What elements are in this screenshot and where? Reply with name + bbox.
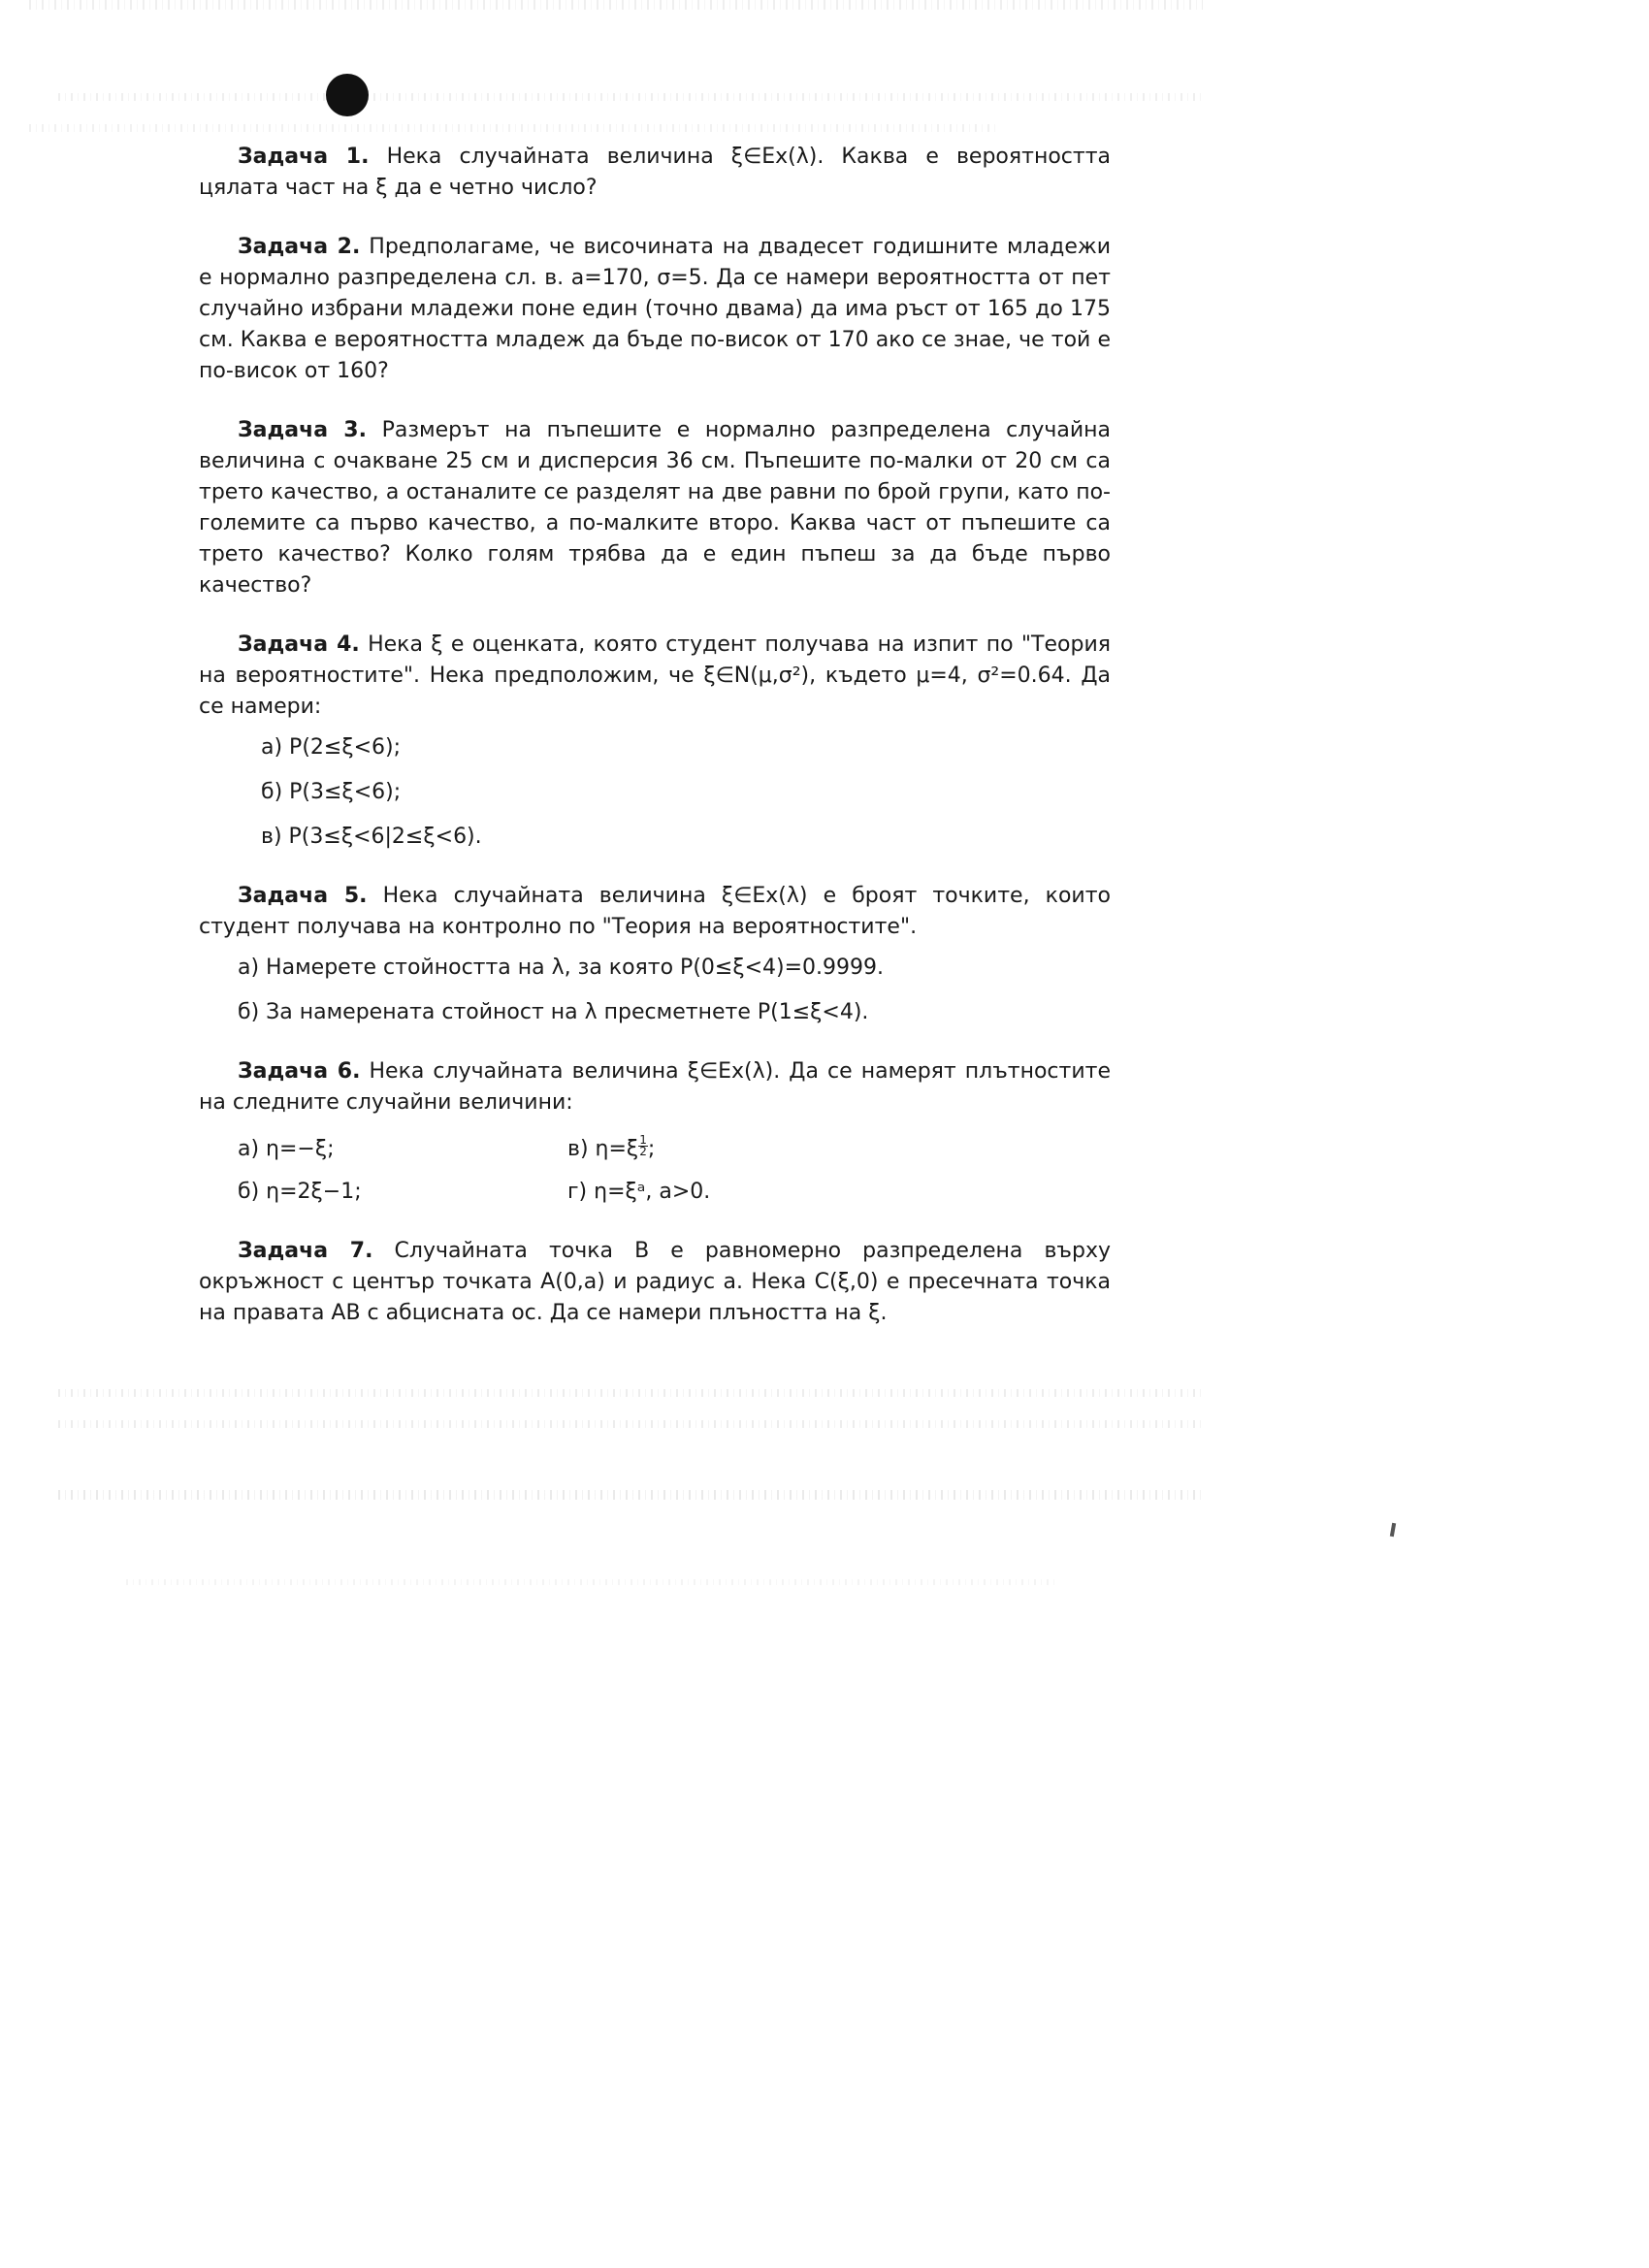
scan-noise-top xyxy=(29,0,1203,10)
task-4-item-c: в) P(3≤ξ<6|2≤ξ<6). xyxy=(261,825,482,849)
task-6-items xyxy=(238,1134,1111,1208)
scan-noise-bottom-2 xyxy=(58,1420,1203,1428)
task-6-item-d: г) η=ξᵃ, a>0. xyxy=(567,1180,711,1204)
task-2-heading: Задача 2. xyxy=(238,235,361,259)
task-1 xyxy=(199,142,1111,204)
task-4-text: Нека ξ е оценката, която студент получава на изпит по "Теория на вероятностите". Нека предположим, че ξ∈N(μ,σ²), където μ=4, σ²=0.64. Да се намери: xyxy=(199,632,1111,719)
task-5 xyxy=(199,881,1111,1028)
task-5-heading: Задача 5. xyxy=(238,884,368,908)
scan-noise-bottom-3 xyxy=(58,1490,1203,1500)
task-6-text: Нека случайната величина ξ∈Ex(λ). Да се намерят плътностите на следните случайни величини: xyxy=(199,1059,1111,1115)
scan-noise-top-3 xyxy=(29,124,999,132)
exponent-fraction: $\frac{1}{2}$ xyxy=(639,1133,647,1158)
task-7-text: Случайната точка B е равномерно разпределена върху окръжност с център точката A(0,a) и радиус a. Нека C(ξ,0) е пресечната точка на правата AB с абцисната ос. Да се намери плъността на ξ. xyxy=(199,1239,1111,1325)
task-5-text: Нека случайната величина ξ∈Ex(λ) е броят точките, които студент получава на контролно по "Теория на вероятностите". xyxy=(199,884,1111,939)
task-5-items xyxy=(238,953,1111,1028)
task-4-heading: Задача 4. xyxy=(238,632,360,657)
task-5-item-b: б) За намерената стойност на λ пресметнете P(1≤ξ<4). xyxy=(238,1000,869,1024)
scan-noise-bottom-1 xyxy=(58,1389,1203,1397)
task-4-item-b: б) P(3≤ξ<6); xyxy=(261,780,402,804)
task-2 xyxy=(199,232,1111,387)
task-2-text: Предполагаме, че височината на двадесет годишните младежи е нормално разпределена сл. в. a=170, σ=5. Да се намери вероятността от пет случайно избрани младежи поне един (точно двама) да има ръст от 165 до 175 см. Каква е вероятността младеж да бъде по-висок от 170 ако се знае, че той е по-висок от 160? xyxy=(199,235,1111,383)
scan-noise-top-2 xyxy=(58,93,1203,101)
task-7 xyxy=(199,1236,1111,1329)
task-3-text: Размерът на пъпешите е нормално разпределена случайна величина с очакване 25 см и дисперсия 36 см. Пъпешите по-малки от 20 см са трето качество, а останалите се разделят на две равни по брой групи, като по-големите са първо качество, а по-малките второ. Каква част от пъпешите са трето качество? Колко голям трябва да е един пъпеш за да бъде първо качество? xyxy=(199,418,1111,598)
task-6-heading: Задача 6. xyxy=(238,1059,361,1084)
task-6-item-a: а) η=−ξ; xyxy=(238,1137,335,1161)
task-3-heading: Задача 3. xyxy=(238,418,367,442)
task-4-items xyxy=(261,732,1111,853)
task-6-item-c: в) η=ξ $\frac{1}{2}$ ; xyxy=(567,1133,656,1161)
task-3 xyxy=(199,415,1111,601)
task-6-item-b: б) η=2ξ−1; xyxy=(238,1180,362,1204)
problem-list xyxy=(199,142,1111,1357)
task-5-item-a: а) Намерете стойността на λ, за която P(0≤ξ<4)=0.9999. xyxy=(238,956,885,980)
punch-hole-dot xyxy=(326,74,369,116)
task-6 xyxy=(199,1056,1111,1208)
scan-mark xyxy=(1390,1523,1396,1537)
task-7-heading: Задача 7. xyxy=(238,1239,373,1263)
task-4 xyxy=(199,630,1111,853)
task-1-text: Нека случайната величина ξ∈Ex(λ). Каква е вероятността цялата част на ξ да е четно число? xyxy=(199,145,1111,200)
task-1-heading: Задача 1. xyxy=(238,145,370,169)
scan-noise-bottom-4 xyxy=(126,1579,1057,1585)
task-4-item-a: а) P(2≤ξ<6); xyxy=(261,735,402,760)
